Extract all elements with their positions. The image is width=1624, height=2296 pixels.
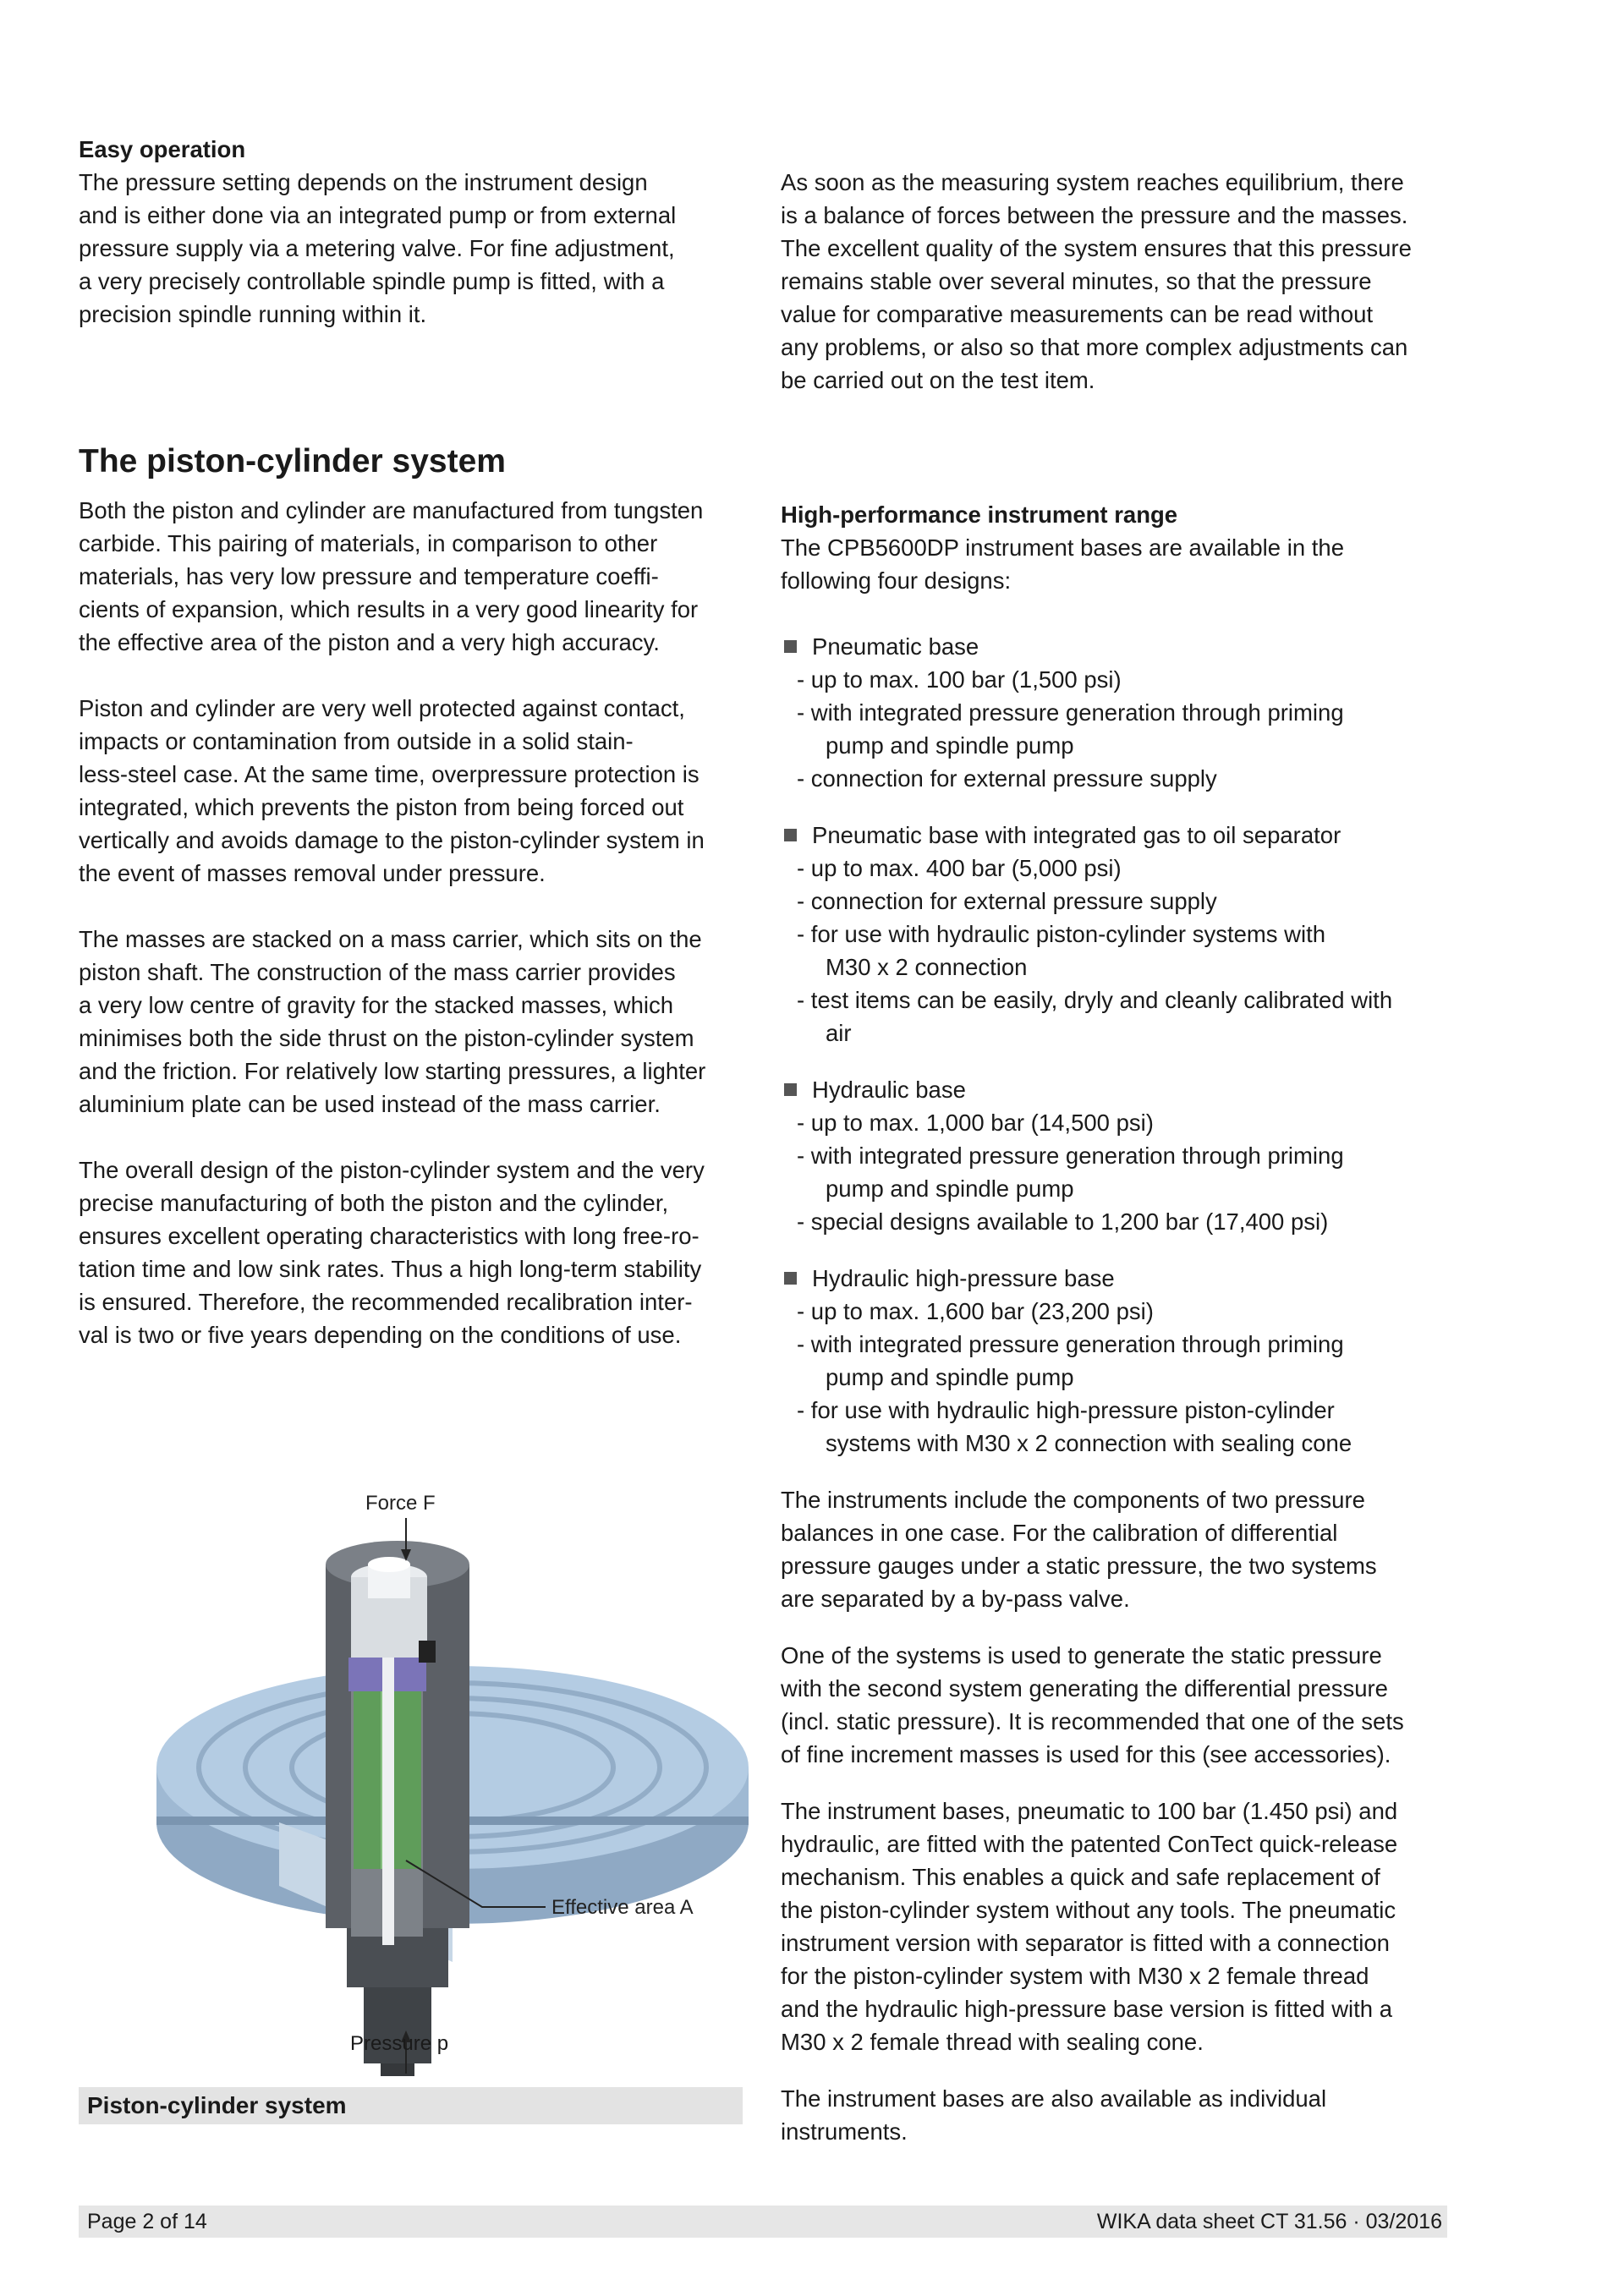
text-line: aluminium plate can be used instead of the mass carrier. [79, 1091, 661, 1117]
list-item: - special designs available to 1,200 bar (17,400 psi) [797, 1208, 1329, 1235]
design-hydraulic-high-pressure [781, 1262, 1457, 1295]
right-column-range [781, 498, 1457, 2148]
right-column [781, 166, 1457, 397]
range-heading: High-performance instrument range [781, 501, 1178, 528]
text-line: One of the systems is used to generate the static pressure [781, 1642, 1382, 1669]
text-line: impacts or contamination from outside in a solid stain- [79, 728, 634, 754]
text-line: value for comparative measurements can be read without [781, 301, 1374, 327]
text-line: ensures excellent operating characteristics with long free-ro- [79, 1223, 700, 1249]
text-line: pressure supply via a metering valve. For fine adjustment, [79, 235, 675, 261]
left-column-section [79, 441, 755, 1351]
bullet-square-icon [784, 640, 797, 653]
text-line: Both the piston and cylinder are manufactured from tungsten [79, 497, 704, 523]
paragraph-bases [781, 1795, 1457, 2058]
list-item: - test items can be easily, dryly and cleanly calibrated with air [797, 987, 1393, 1046]
paragraph-individual [781, 2082, 1457, 2148]
text-line: instruments. [781, 2118, 908, 2145]
easy-operation-paragraph [79, 166, 747, 331]
bullet-square-icon [784, 1083, 797, 1096]
list-item: - up to max. 1,600 bar (23,200 psi) [797, 1298, 1154, 1324]
page-footer [79, 2206, 1447, 2238]
text-line: a very low centre of gravity for the stacked masses, which [79, 992, 674, 1018]
paragraph-masses [79, 923, 755, 1121]
piston-cylinder-illustration [127, 1488, 753, 2080]
text-line: following four designs: [781, 567, 1012, 594]
paragraph-materials [79, 494, 755, 659]
text-line: M30 x 2 female thread with sealing cone. [781, 2029, 1204, 2055]
design-items [781, 1106, 1457, 1238]
text-line: The pressure setting depends on the instrument design [79, 169, 648, 195]
text-line: piston shaft. The construction of the mass carrier provides [79, 959, 676, 985]
text-line: less-steel case. At the same time, overpressure protection is [79, 761, 700, 787]
cylinder-body [326, 1541, 469, 2076]
piston-cylinder-figure [127, 1488, 753, 2080]
text-line: integrated, which prevents the piston from being forced out [79, 794, 684, 820]
list-item: - with integrated pressure generation through priming pump and spindle pump [797, 1331, 1344, 1390]
text-line: instrument version with separator is fitted with a connection [781, 1930, 1390, 1956]
text-line: for the piston-cylinder system with M30 x 2 female thread [781, 1963, 1369, 1989]
text-line: is ensured. Therefore, the recommended recalibration inter- [79, 1289, 693, 1315]
text-line: and is either done via an integrated pump or from external [79, 202, 677, 228]
design-hydraulic-base [781, 1073, 1457, 1106]
label-effective-area: Effective area A [551, 1896, 694, 1919]
left-column [79, 133, 747, 331]
text-line: a very precisely controllable spindle pump is fitted, with a [79, 268, 665, 294]
list-item: - up to max. 100 bar (1,500 psi) [797, 666, 1122, 693]
text-line: remains stable over several minutes, so that the pressure [781, 268, 1372, 294]
text-line: the event of masses removal under pressure. [79, 860, 546, 886]
design-items [781, 663, 1457, 795]
list-item: - connection for external pressure supply [797, 888, 1217, 914]
text-line: minimises both the side thrust on the piston-cylinder system [79, 1025, 694, 1051]
design-title: Pneumatic base with integrated gas to oil separator [812, 822, 1341, 848]
list-item: - with integrated pressure generation through priming pump and spindle pump [797, 1143, 1344, 1202]
document-reference: WIKA data sheet CT 31.56 · 03/2016 [1096, 2210, 1442, 2233]
design-title: Hydraulic base [812, 1077, 966, 1103]
text-line: cients of expansion, which results in a very good linearity for [79, 596, 699, 622]
text-line: is a balance of forces between the pressure and the masses. [781, 202, 1408, 228]
text-line: the effective area of the piston and a very high accuracy. [79, 629, 660, 655]
text-line: Piston and cylinder are very well protected against contact, [79, 695, 685, 721]
text-line: pressure gauges under a static pressure, the two systems [781, 1553, 1377, 1579]
paragraph-components [781, 1483, 1457, 1615]
label-pressure: Pressure p [350, 2032, 449, 2055]
paragraph-protection [79, 692, 755, 890]
design-title: Hydraulic high-pressure base [812, 1265, 1115, 1291]
figure-caption: Piston-cylinder system [79, 2087, 743, 2124]
bullet-square-icon [784, 1272, 797, 1285]
text-line: The masses are stacked on a mass carrier, which sits on the [79, 926, 702, 952]
page-number: Page 2 of 14 [87, 2210, 207, 2233]
list-item: - connection for external pressure supply [797, 765, 1217, 792]
list-item: - with integrated pressure generation through priming pump and spindle pump [797, 699, 1344, 759]
bullet-square-icon [784, 829, 797, 841]
text-line: materials, has very low pressure and temperature coeffi- [79, 563, 659, 589]
design-pneumatic-separator [781, 819, 1457, 852]
text-line: The instrument bases, pneumatic to 100 bar (1.450 psi) and [781, 1798, 1398, 1824]
paragraph-design [79, 1153, 755, 1351]
text-line: The instruments include the components of two pressure [781, 1487, 1365, 1513]
text-line: vertically and avoids damage to the piston-cylinder system in [79, 827, 705, 853]
text-line: The CPB5600DP instrument bases are available in the [781, 534, 1344, 561]
section-title: The piston-cylinder system [79, 443, 506, 479]
text-line: tation time and low sink rates. Thus a high long-term stability [79, 1256, 702, 1282]
paragraph-systems [781, 1639, 1457, 1771]
easy-operation-heading: Easy operation [79, 136, 246, 162]
label-force: Force F [365, 1492, 436, 1515]
text-line: and the friction. For relatively low starting pressures, a lighter [79, 1058, 706, 1084]
text-line: of fine increment masses is used for this (see accessories). [781, 1741, 1391, 1767]
design-title: Pneumatic base [812, 633, 979, 660]
text-line: hydraulic, are fitted with the patented ConTect quick-release [781, 1831, 1398, 1857]
list-item: - up to max. 1,000 bar (14,500 psi) [797, 1110, 1154, 1136]
list-item: - for use with hydraulic high-pressure piston-cylinder systems with M30 x 2 connection with sealing cone [797, 1397, 1352, 1456]
text-line: precise manufacturing of both the piston and the cylinder, [79, 1190, 669, 1216]
design-items [781, 852, 1457, 1049]
text-line: As soon as the measuring system reaches equilibrium, there [781, 169, 1404, 195]
text-line: The overall design of the piston-cylinder system and the very [79, 1157, 705, 1183]
equilibrium-paragraph [781, 166, 1457, 397]
text-line: are separated by a by-pass valve. [781, 1586, 1130, 1612]
text-line: any problems, or also so that more complex adjustments can [781, 334, 1408, 360]
text-line: and the hydraulic high-pressure base version is fitted with a [781, 1996, 1393, 2022]
text-line: balances in one case. For the calibration of differential [781, 1520, 1338, 1546]
text-line: with the second system generating the differential pressure [781, 1675, 1388, 1701]
design-pneumatic-base [781, 630, 1457, 663]
list-item: - for use with hydraulic piston-cylinder systems with M30 x 2 connection [797, 921, 1326, 980]
text-line: The instrument bases are also available as individual [781, 2085, 1327, 2112]
list-item: - up to max. 400 bar (5,000 psi) [797, 855, 1122, 881]
text-line: (incl. static pressure). It is recommended that one of the sets [781, 1708, 1404, 1734]
text-line: The excellent quality of the system ensures that this pressure [781, 235, 1412, 261]
text-line: mechanism. This enables a quick and safe replacement of [781, 1864, 1380, 1890]
text-line: val is two or five years depending on the conditions of use. [79, 1322, 682, 1348]
text-line: the piston-cylinder system without any tools. The pneumatic [781, 1897, 1396, 1923]
text-line: precision spindle running within it. [79, 301, 427, 327]
text-line: be carried out on the test item. [781, 367, 1095, 393]
design-items [781, 1295, 1457, 1460]
text-line: carbide. This pairing of materials, in comparison to other [79, 530, 658, 556]
